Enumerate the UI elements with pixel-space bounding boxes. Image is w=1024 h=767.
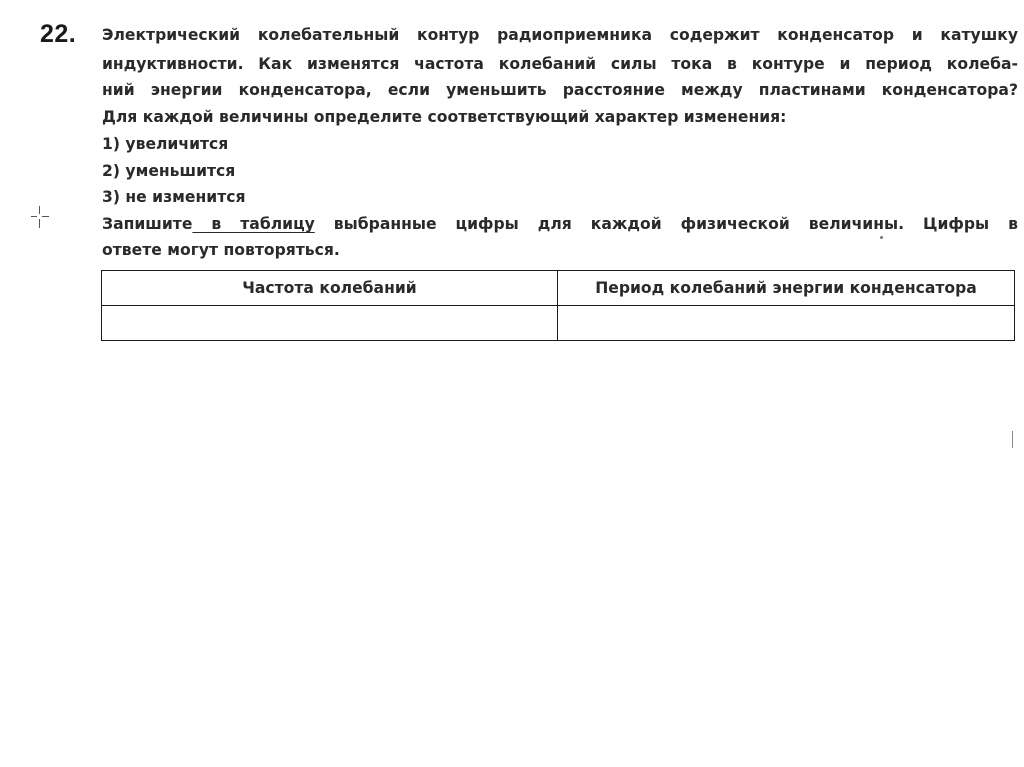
answer-cell-frequency[interactable] <box>102 306 558 341</box>
option-unchanged: 3) не изменится <box>102 188 246 206</box>
answer-table-header-row <box>102 271 1015 306</box>
header-frequency: Частота колебаний <box>102 271 558 306</box>
edge-mark <box>1012 431 1013 448</box>
task-line-3: ний энергии конденсатора, если уменьшить расстояние между пластинами конденсатора? <box>102 81 1018 99</box>
header-energy-period: Период колебаний энергии конденсатора <box>558 271 1015 306</box>
instruction-underlined: в таблицу <box>192 215 315 233</box>
answer-table-row <box>102 306 1015 341</box>
instruction-line-1 <box>102 211 1018 237</box>
answer-table <box>101 270 1015 341</box>
task-line-2: индуктивности. Как изменятся частота колебаний силы тока в контуре и период колеба- <box>102 55 1018 73</box>
option-decrease: 2) уменьшится <box>102 162 236 180</box>
stray-dot <box>880 236 883 239</box>
instruction-line-2: ответе могут повторяться. <box>102 241 340 259</box>
task-line-1: Электрический колебательный контур радиоприемника содержит конденсатор и катушку <box>102 26 1018 44</box>
task-number: 22. <box>40 20 77 48</box>
task-line-4: Для каждой величины определите соответствующий характер изменения: <box>102 108 787 126</box>
crosshair-mark <box>31 206 49 228</box>
instruction-after: выбранные цифры для каждой физической величины. Цифры в <box>314 215 1018 233</box>
answer-cell-energy-period[interactable] <box>558 306 1015 341</box>
option-increase: 1) увеличится <box>102 135 229 153</box>
instruction-before: Запишите <box>102 215 193 233</box>
